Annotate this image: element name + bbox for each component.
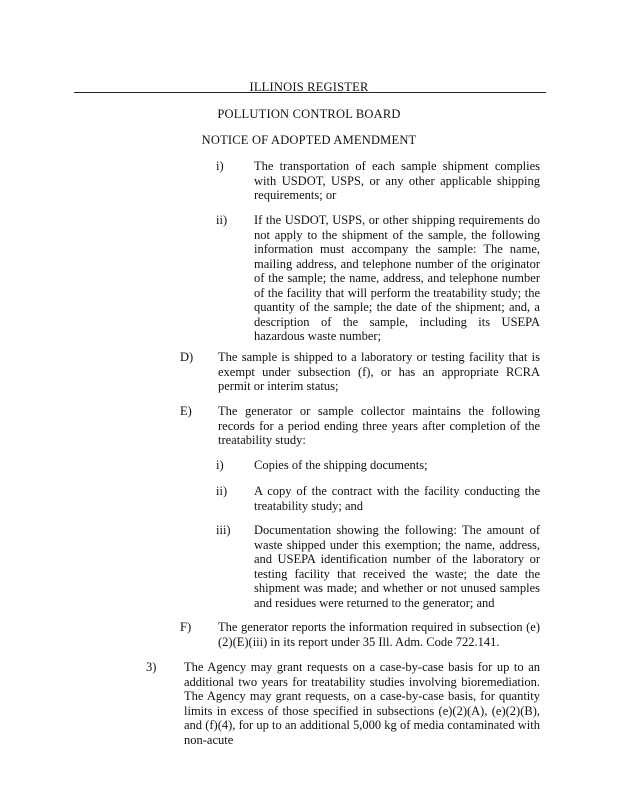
item-text-E: The generator or sample collector maintains the following records for a period ending three years after completion of the treatability study: xyxy=(218,404,540,447)
item-text-ii: If the USDOT, USPS, or other shipping requirements do not apply to the shipment of the sample, the following information must accompany the sample: The name, mailing address, and telephone number of the originator of the sample; the name, address, and telephone number of the facility that will perform the treatability study; the quantity of the sample; the date of the shipment; and, a description of the sample, including its USEPA hazardous waste number; xyxy=(254,213,540,343)
item-marker-F: F) xyxy=(180,620,192,634)
item-marker-3: 3) xyxy=(146,660,157,674)
item-marker-E-ii: ii) xyxy=(216,484,228,498)
item-marker-ii: ii) xyxy=(216,213,228,227)
item-marker-E-iii: iii) xyxy=(216,523,231,537)
item-marker-D: D) xyxy=(180,350,194,364)
item-text-D: The sample is shipped to a laboratory or testing facility that is exempt under subsection (f), or has an appropriate RCRA permit or interim status; xyxy=(218,350,540,393)
board-title: POLLUTION CONTROL BOARD xyxy=(217,107,401,121)
item-text-i: The transportation of each sample shipment complies with USDOT, USPS, or any other applicable shipping requirements; or xyxy=(254,159,540,202)
header-rule xyxy=(74,92,546,93)
item-marker-E-i: i) xyxy=(216,458,224,472)
register-title: ILLINOIS REGISTER xyxy=(249,80,369,94)
item-marker-E: E) xyxy=(180,404,192,418)
item-text-E-iii: Documentation showing the following: The amount of waste shipped under this exemption; the name, address, and USEPA identification number of the laboratory or testing facility that received the waste; the date the shipment was made; and whether or not unused samples and residues were returned to the generator; and xyxy=(254,523,540,610)
notice-title: NOTICE OF ADOPTED AMENDMENT xyxy=(201,133,417,147)
item-text-E-i: Copies of the shipping documents; xyxy=(254,458,428,472)
item-text-E-ii: A copy of the contract with the facility conducting the treatability study; and xyxy=(254,484,540,513)
item-text-F: The generator reports the information required in subsection (e)(2)(E)(iii) in its report under 35 Ill. Adm. Code 722.141. xyxy=(218,620,540,649)
item-marker-i: i) xyxy=(216,159,224,173)
item-text-3: The Agency may grant requests on a case-by-case basis for up to an additional two years for treatability studies involving bioremediation. The Agency may grant requests, on a case-by-case basis, for quantity limits in excess of those specified in subsections (e)(2)(A), (e)(2)(B), and (f)(4), for up to an additional 5,000 kg of media contaminated with non-acute xyxy=(184,660,540,747)
